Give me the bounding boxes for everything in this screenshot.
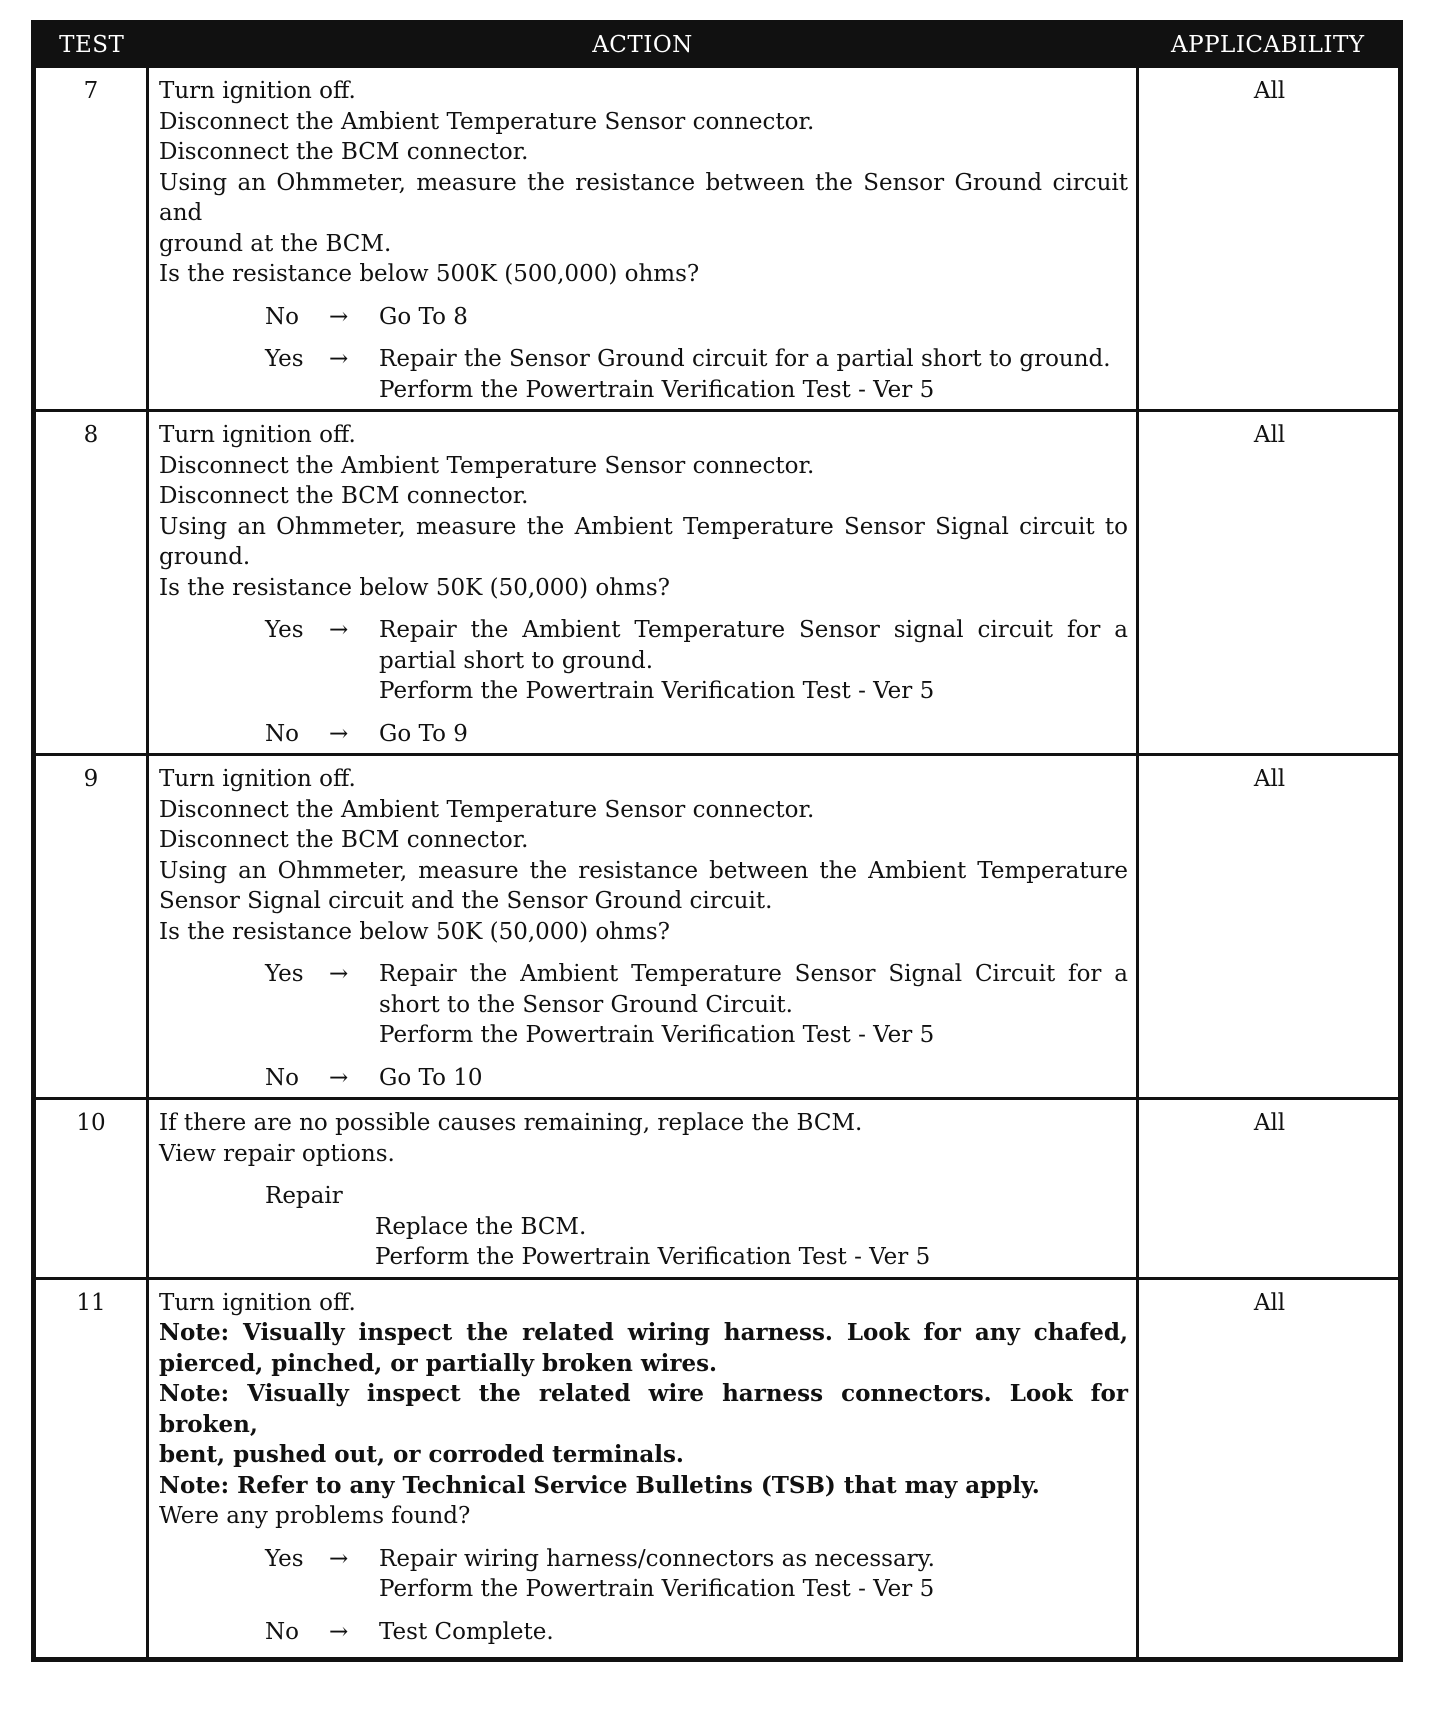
arrow-icon: → [329,1545,349,1572]
arrow-icon: → [329,1064,349,1091]
action-line: Is the resistance below 50K (50,000) ohms? [159,574,670,601]
result-line: Repair the Ambient Temperature Sensor signal circuit for a [379,617,1128,643]
answer-label: Yes [265,961,304,987]
action-line: Is the resistance below 500K (500,000) ohms? [159,261,700,287]
applicability-cell: All [1138,67,1401,411]
note-line: bent, pushed out, or corroded terminals. [159,1441,684,1468]
action-line: Turn ignition off. [159,1289,356,1316]
action-line: Sensor Signal circuit and the Sensor Ground circuit. [159,888,773,914]
table-row [34,1278,1401,1660]
test-number: 7 [34,67,148,411]
outcome-result [379,719,1128,750]
action-cell [148,411,1138,755]
action-line: Is the resistance below 50K (50,000) ohms? [159,918,670,945]
result-line: Go To 9 [379,720,468,747]
answer-label: Yes [265,1545,304,1572]
arrow-icon: → [329,961,349,987]
applicability-cell: All [1138,411,1401,755]
result-line: Perform the Powertrain Verification Test - Ver 5 [379,1576,935,1602]
table-row [34,67,1401,411]
answer-label: No [265,720,299,747]
result-line: Repair the Ambient Temperature Sensor Signal Circuit for a [379,961,1128,987]
repair-label: Repair [265,1183,343,1209]
outcome-result [379,344,1128,405]
applicability-cell: All [1138,755,1401,1099]
repair-line: Replace the BCM. [375,1213,587,1240]
action-line: Using an Ohmmeter, measure the Ambient Temperature Sensor Signal circuit to [159,513,1128,540]
result-line: Go To 10 [379,1064,483,1091]
outcome-result [379,1063,1128,1094]
header-action: ACTION [148,23,1138,67]
arrow-icon: → [329,1618,349,1645]
result-line: Go To 8 [379,303,468,330]
result-line: Test Complete. [379,1618,554,1645]
diagnostic-test-table [31,20,1403,1662]
result-line: Perform the Powertrain Verification Test - Ver 5 [379,678,935,704]
outcome-no [265,1063,1128,1094]
answer-label: Yes [265,617,304,643]
table-header-row [34,23,1401,67]
outcome-result [379,302,1128,333]
action-line: Disconnect the BCM connector. [159,483,529,509]
result-line: Perform the Powertrain Verification Test - Ver 5 [379,376,935,403]
action-line: Disconnect the Ambient Temperature Sensor connector. [159,452,815,479]
answer-label: No [265,1618,299,1645]
action-cell [148,67,1138,411]
answer-label: No [265,303,299,330]
result-line: Repair wiring harness/connectors as necessary. [379,1545,935,1572]
result-line: Perform the Powertrain Verification Test - Ver 5 [379,1022,935,1048]
applicability-cell: All [1138,1099,1401,1279]
action-line: Disconnect the Ambient Temperature Sensor connector. [159,796,815,823]
outcome-yes [265,615,1128,707]
outcome-no [265,719,1128,750]
table-row [34,1099,1401,1279]
outcome-yes [265,344,1128,405]
note-line: pierced, pinched, or partially broken wires. [159,1349,718,1377]
outcome-result [379,1617,1128,1648]
cell-spacer [159,1647,1128,1653]
test-number: 10 [34,1099,148,1279]
test-number: 11 [34,1278,148,1660]
answer-label: Yes [265,346,304,372]
action-line: Disconnect the BCM connector. [159,139,529,165]
test-number: 9 [34,755,148,1099]
action-cell [148,755,1138,1099]
header-applicability: APPLICABILITY [1138,23,1401,67]
result-line: Repair the Sensor Ground circuit for a partial short to ground. [379,346,1111,372]
outcome-result [379,959,1128,1051]
action-line: ground at the BCM. [159,230,392,257]
action-cell [148,1278,1138,1660]
applicability-cell: All [1138,1278,1401,1660]
action-line: Were any problems found? [159,1503,471,1529]
test-number: 8 [34,411,148,755]
outcome-result [379,1544,1128,1605]
arrow-icon: → [329,720,349,747]
result-line: partial short to ground. [379,647,654,674]
arrow-icon: → [329,346,349,372]
diagnostic-procedure-page [31,20,1398,1662]
action-line: View repair options. [159,1140,395,1167]
action-cell [148,1099,1138,1279]
action-line: If there are no possible causes remaining, replace the BCM. [159,1110,863,1136]
outcome-result [379,615,1128,707]
outcome-yes [265,959,1128,1051]
header-test: TEST [34,23,148,67]
result-line: short to the Sensor Ground Circuit. [379,991,793,1018]
note-line: Note: Visually inspect the related wiring harness. Look for any chafed, [159,1319,1128,1346]
outcome-yes [265,1544,1128,1605]
action-line: ground. [159,544,251,570]
action-line: Disconnect the BCM connector. [159,827,529,853]
repair-line: Perform the Powertrain Verification Test - Ver 5 [375,1244,931,1270]
table-row [34,755,1401,1099]
action-line: Disconnect the Ambient Temperature Sensor connector. [159,108,815,135]
action-line: Turn ignition off. [159,78,356,104]
arrow-icon: → [329,303,349,330]
note-line: Note: Refer to any Technical Service Bulletins (TSB) that may apply. [159,1471,1040,1499]
answer-label: No [265,1064,299,1091]
action-line: Using an Ohmmeter, measure the resistance between the Sensor Ground circuit and [159,169,1128,226]
arrow-icon: → [329,617,349,643]
action-line: Turn ignition off. [159,422,356,448]
outcome-no [265,302,1128,333]
table-row [34,411,1401,755]
action-line: Using an Ohmmeter, measure the resistance between the Ambient Temperature [159,857,1128,884]
outcome-no [265,1617,1128,1648]
action-line: Turn ignition off. [159,766,356,792]
note-line: Note: Visually inspect the related wire harness connectors. Look for broken, [159,1380,1128,1438]
